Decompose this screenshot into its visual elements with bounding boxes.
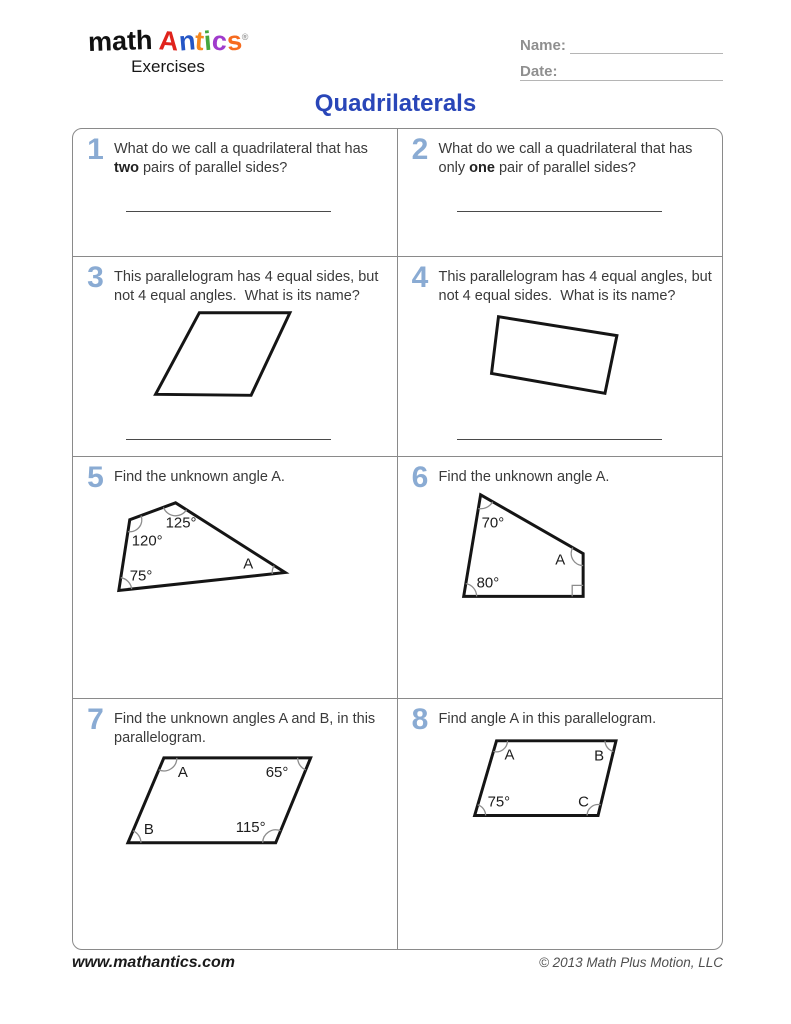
angle-arc bbox=[605, 741, 613, 752]
answer-line-3[interactable] bbox=[126, 439, 331, 440]
name-label: Name: bbox=[520, 37, 566, 54]
name-line[interactable] bbox=[570, 34, 723, 54]
angle-arc bbox=[121, 578, 132, 589]
answer-line-2[interactable] bbox=[457, 211, 662, 212]
angle-label: 115° bbox=[235, 818, 266, 836]
angle-label: 75° bbox=[129, 567, 153, 585]
question-text bbox=[114, 140, 389, 177]
angle-label: 120° bbox=[131, 532, 163, 550]
page-title: Quadrilaterals bbox=[314, 90, 477, 117]
right-angle-marker bbox=[572, 585, 583, 596]
question-cell-4 bbox=[398, 257, 723, 457]
angle-arc bbox=[128, 516, 142, 532]
angle-label: B bbox=[593, 747, 604, 765]
logo-word-math: math bbox=[87, 24, 153, 58]
question-text-part: This parallelogram has 4 equal sides, but not 4 equal angles. What is its name? bbox=[114, 269, 383, 304]
shape-outline bbox=[463, 495, 582, 597]
angle-arc bbox=[133, 831, 141, 843]
question-cell-1 bbox=[73, 129, 398, 257]
math-antics-logo bbox=[73, 26, 263, 77]
question-text bbox=[114, 268, 389, 305]
question-text bbox=[439, 268, 715, 305]
question-number: 1 bbox=[87, 133, 104, 166]
question-text-part: pairs of parallel sides? bbox=[138, 159, 288, 176]
name-date-block bbox=[520, 30, 723, 84]
shape-outline bbox=[474, 741, 615, 816]
angle-arc bbox=[478, 502, 492, 509]
parallelogram-figure-8 bbox=[398, 699, 723, 949]
question-number: 5 bbox=[87, 461, 104, 494]
logo-letter: s bbox=[225, 25, 243, 57]
logo-letter: A bbox=[158, 25, 180, 57]
question-cell-2 bbox=[398, 129, 723, 257]
angle-label: C bbox=[577, 793, 589, 811]
footer-copyright: © 2013 Math Plus Motion, LLC bbox=[538, 955, 723, 970]
question-text-part: What do we call a quadrilateral that has only bbox=[438, 141, 697, 176]
question-text-bold: two bbox=[114, 159, 139, 176]
question-text-part: This parallelogram has 4 equal angles, but not 4 equal sides. What is its name? bbox=[438, 269, 716, 304]
question-text-part: Find the unknown angle A. bbox=[114, 469, 285, 485]
question-cell-6 bbox=[398, 457, 723, 699]
question-text-part: What do we call a quadrilateral that has bbox=[114, 141, 372, 157]
answer-line-1[interactable] bbox=[126, 211, 331, 212]
angle-label: 75° bbox=[487, 793, 510, 811]
question-text-part: Find the unknown angles A and B, in this parallelogram. bbox=[114, 711, 380, 746]
question-number: 8 bbox=[411, 703, 429, 736]
logo-wordmark bbox=[73, 26, 263, 57]
shape-outline bbox=[119, 503, 285, 591]
angle-arc bbox=[571, 548, 583, 566]
shape-outline bbox=[491, 317, 616, 394]
date-label: Date: bbox=[520, 63, 558, 80]
date-line[interactable] bbox=[562, 60, 723, 80]
angle-label: A bbox=[243, 555, 254, 573]
angle-label: 70° bbox=[481, 514, 504, 532]
angle-arc bbox=[465, 584, 476, 597]
angle-arc bbox=[159, 758, 177, 771]
angle-label: A bbox=[554, 551, 565, 569]
question-cell-7 bbox=[73, 699, 398, 949]
question-cell-8 bbox=[398, 699, 723, 949]
angle-arc bbox=[477, 805, 485, 816]
question-number: 6 bbox=[411, 461, 429, 494]
question-text-bold: one bbox=[469, 159, 495, 176]
registered-mark: ® bbox=[241, 32, 249, 42]
angle-arc bbox=[163, 507, 186, 516]
logo-letter: i bbox=[202, 25, 213, 57]
angle-label: 65° bbox=[265, 763, 289, 781]
logo-word-antics bbox=[159, 26, 242, 57]
question-cell-5 bbox=[73, 457, 398, 699]
question-number: 7 bbox=[87, 703, 104, 736]
quadrilateral-figure-6 bbox=[398, 457, 723, 698]
footer bbox=[72, 954, 723, 972]
logo-letter: n bbox=[177, 25, 197, 57]
question-text-part: Find the unknown angle A. bbox=[438, 469, 610, 485]
question-text bbox=[114, 468, 389, 487]
footer-site-url: www.mathantics.com bbox=[72, 954, 235, 971]
answer-line-4[interactable] bbox=[457, 439, 662, 440]
date-row bbox=[520, 57, 723, 81]
question-number: 4 bbox=[411, 261, 429, 294]
question-text bbox=[439, 140, 715, 177]
question-text-part: pair of parallel sides? bbox=[494, 159, 636, 176]
angle-arc bbox=[272, 566, 274, 574]
question-number: 3 bbox=[87, 261, 104, 294]
angle-label: B bbox=[143, 820, 154, 838]
shape-outline bbox=[156, 313, 290, 396]
angle-label: 80° bbox=[476, 574, 499, 592]
shape-outline bbox=[128, 758, 311, 843]
question-text-part: Find angle A in this parallelogram. bbox=[438, 711, 657, 727]
question-cell-3 bbox=[73, 257, 398, 457]
angle-arc bbox=[263, 830, 281, 843]
question-text bbox=[439, 468, 715, 487]
question-text bbox=[114, 710, 389, 747]
angle-label: A bbox=[177, 763, 188, 781]
angle-label: A bbox=[504, 746, 514, 764]
questions-grid bbox=[72, 128, 723, 950]
question-text bbox=[439, 710, 715, 729]
angle-label: 125° bbox=[165, 514, 197, 532]
angle-arc bbox=[493, 741, 507, 752]
logo-letter: t bbox=[194, 25, 206, 57]
logo-letter: c bbox=[210, 25, 228, 57]
question-number: 2 bbox=[411, 133, 429, 166]
angle-arc bbox=[298, 758, 306, 770]
angle-arc bbox=[587, 805, 601, 816]
logo-subtitle: Exercises bbox=[131, 57, 205, 76]
name-row bbox=[520, 30, 723, 54]
quadrilateral-figure-5 bbox=[73, 457, 397, 698]
